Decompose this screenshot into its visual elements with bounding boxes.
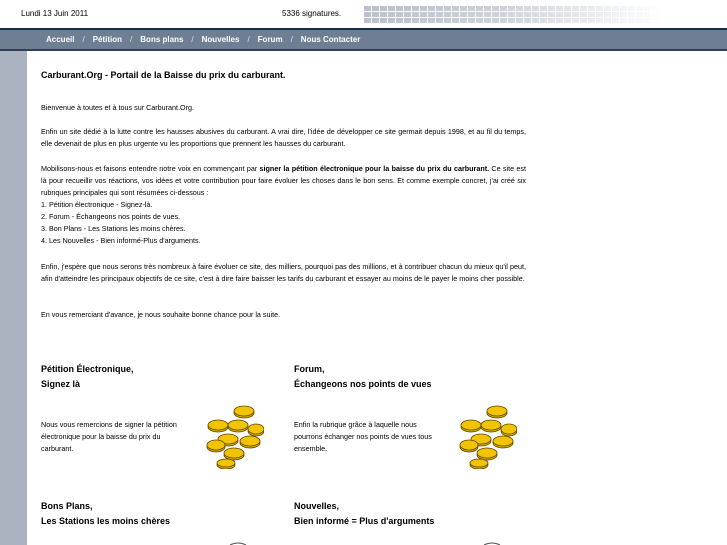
closing-text: Enfin, j'espère que nous serons très nombreux à faire évoluer ce site, des milliers, pourquoi pas des millions, et à contribuer chacun du mieux qu'il peut, afin d'atteindre les principaux objectifs de ce site, c'est à dire faire baisser les tarifs du carburant et essayer au moins de le payer le moins cher possible.	[41, 262, 526, 283]
nav-nous-contacter[interactable]: Nous Contacter	[300, 35, 361, 44]
forum-section-text: Enfin la rubrique grâce à laquelle nous pourrons échanger nos points de vues tous ensemble.	[294, 420, 432, 453]
rubriques-list	[41, 199, 526, 247]
nav-bons-plans[interactable]: Bons plans	[140, 35, 184, 44]
current-date: Lundi 13 Juin 2011	[21, 9, 89, 18]
nav-separator: /	[290, 35, 293, 44]
petition-section-title[interactable]	[41, 362, 134, 392]
bons-plans-section-title[interactable]	[41, 499, 170, 529]
page-title: Carburant.Org - Portail de la Baisse du prix du carburant.	[41, 70, 286, 80]
bons-plans-title-line2: Les Stations les moins chères	[41, 516, 171, 526]
nav-separator: /	[82, 35, 85, 44]
forum-title-line2: Échangeons nos points de vues	[294, 379, 432, 389]
top-bar	[0, 0, 727, 28]
mobilisation-text	[41, 163, 526, 247]
nav-petition[interactable]: Pétition	[92, 35, 123, 44]
petition-section-text: Nous vous remercions de signer la pétition électronique pour la baisse du prix du carburant.	[41, 420, 177, 453]
signature-count: 5336 signatures.	[282, 9, 342, 18]
petition-title-line1: Pétition Électronique,	[41, 364, 134, 374]
nav-divider	[0, 49, 727, 51]
bons-plans-title-line1: Bons Plans,	[41, 501, 93, 511]
list-item: 3. Bon Plans - Les Stations les moins chères.	[41, 224, 186, 233]
list-item: 2. Forum - Échangeons nos points de vues.	[41, 212, 181, 221]
nouvelles-section-title[interactable]	[294, 499, 434, 529]
forum-title-line1: Forum,	[294, 364, 325, 374]
left-sidebar	[0, 51, 27, 545]
coins-icon[interactable]	[457, 405, 517, 469]
welcome-text: Bienvenue à toutes et à tous sur Carburant.Org.	[41, 103, 195, 112]
list-item: 4. Les Nouvelles - Bien informé-Plus d'arguments.	[41, 236, 201, 245]
main-nav	[0, 30, 727, 49]
petition-title-line2: Signez là	[41, 379, 81, 389]
nouvelles-title-line2: Bien informé = Plus d'arguments	[294, 516, 435, 526]
nav-separator: /	[130, 35, 133, 44]
nav-forum[interactable]: Forum	[257, 35, 283, 44]
nav-nouvelles[interactable]: Nouvelles	[201, 35, 240, 44]
nouvelles-title-line1: Nouvelles,	[294, 501, 340, 511]
forum-section-title[interactable]	[294, 362, 432, 392]
intro-text: Enfin un site dédié à la lutte contre les hausses abusives du carburant. A vrai dire, l'idée de développer ce site germait depuis 1998, et au fil du temps, elle devenait de plus en plus urgente vu les proportions que prennent les hausses du carburant.	[41, 127, 526, 148]
mobilisation-start: Mobilisons-nous et faisons entendre notre voix en commençant par	[41, 164, 260, 173]
list-item: 1. Pétition électronique - Signez-là.	[41, 200, 153, 209]
nav-accueil[interactable]: Accueil	[46, 35, 75, 44]
thanks-text: En vous remerciant d'avance, je nous souhaite bonne chance pour la suite.	[41, 310, 281, 319]
petition-link-text[interactable]: signer la pétition électronique pour la baisse du prix du carburant.	[259, 164, 490, 173]
mobilisation-end: Ce site est là pour recueillir vos réactions, vos idées et votre contribution pour faire évoluer les choses dans le bon sens. Et comme exemple concret, j'ai créé six rubriques principales qui sont résumées ci-dessous :	[41, 164, 526, 197]
nav-separator: /	[191, 35, 194, 44]
coins-icon[interactable]	[204, 405, 264, 469]
nav-separator: /	[247, 35, 250, 44]
header-grid-decoration	[363, 6, 663, 24]
